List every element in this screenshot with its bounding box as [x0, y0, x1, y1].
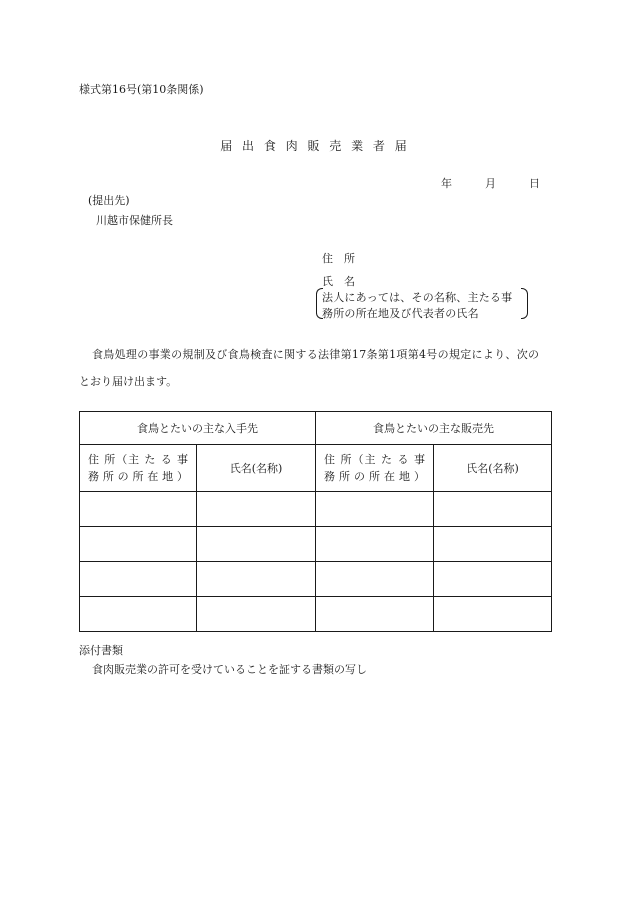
table-row: [80, 562, 552, 597]
sales-group-header: 食鳥とたいの主な販売先: [316, 412, 552, 445]
source-name-cell[interactable]: [197, 492, 316, 527]
source-address-cell[interactable]: [80, 492, 197, 527]
source-address-header-line1: 住 所（主 た る 事: [88, 453, 188, 466]
attachments-item: 食肉販売業の許可を受けていることを証する書類の写し: [92, 663, 367, 676]
form-number: 様式第16号(第10条関係): [79, 83, 204, 96]
sales-address-cell[interactable]: [316, 492, 434, 527]
records-table: [79, 411, 552, 632]
sales-name-cell[interactable]: [434, 597, 552, 632]
date-month: 月: [485, 177, 496, 190]
source-address-cell[interactable]: [80, 562, 197, 597]
source-address-cell[interactable]: [80, 597, 197, 632]
body-text-line1: 食鳥処理の事業の規制及び食鳥検査に関する法律第17条第1項第4号の規定により、次の: [92, 348, 540, 361]
date-row: [441, 175, 540, 191]
sales-address-cell[interactable]: [316, 562, 434, 597]
sales-address-header: [316, 445, 434, 492]
corporation-note-line2: 務所の所在地及び代表者の氏名: [322, 307, 479, 320]
source-name-cell[interactable]: [197, 562, 316, 597]
submit-to-label: (提出先): [88, 194, 130, 207]
date-year: 年: [441, 177, 452, 190]
source-address-cell[interactable]: [80, 527, 197, 562]
attachments-title: 添付書類: [79, 644, 123, 657]
sales-address-header-line2: 務 所 の 所 在 地 ）: [324, 470, 425, 483]
source-address-header-line2: 務 所 の 所 在 地 ）: [88, 470, 188, 483]
source-name-header: 氏名(名称): [197, 445, 316, 492]
source-address-header: [80, 445, 197, 492]
table-row: [80, 527, 552, 562]
sales-name-cell[interactable]: [434, 562, 552, 597]
sales-name-cell[interactable]: [434, 527, 552, 562]
source-group-header: 食鳥とたいの主な入手先: [80, 412, 316, 445]
sales-address-cell[interactable]: [316, 527, 434, 562]
sales-address-cell[interactable]: [316, 597, 434, 632]
body-text-line2: とおり届け出ます。: [79, 375, 178, 388]
sales-name-cell[interactable]: [434, 492, 552, 527]
sales-address-header-line1: 住 所（主 た る 事: [324, 453, 425, 466]
recipient: 川越市保健所長: [96, 214, 173, 227]
date-day: 日: [529, 177, 540, 190]
document-title-text: 届 出 食 肉 販 売 業 者 届: [220, 139, 410, 153]
table-row: [80, 492, 552, 527]
corporation-note-line1: 法人にあっては、その名称、主たる事: [322, 291, 513, 304]
sales-name-header: 氏名(名称): [434, 445, 552, 492]
right-bracket: [521, 288, 528, 319]
source-name-cell[interactable]: [197, 527, 316, 562]
applicant-address-label: 住 所: [322, 252, 355, 265]
table-row: [80, 597, 552, 632]
document-title: [0, 137, 630, 154]
source-name-cell[interactable]: [197, 597, 316, 632]
corporation-note: [316, 287, 528, 319]
applicant-name-label: 氏 名: [322, 275, 355, 288]
